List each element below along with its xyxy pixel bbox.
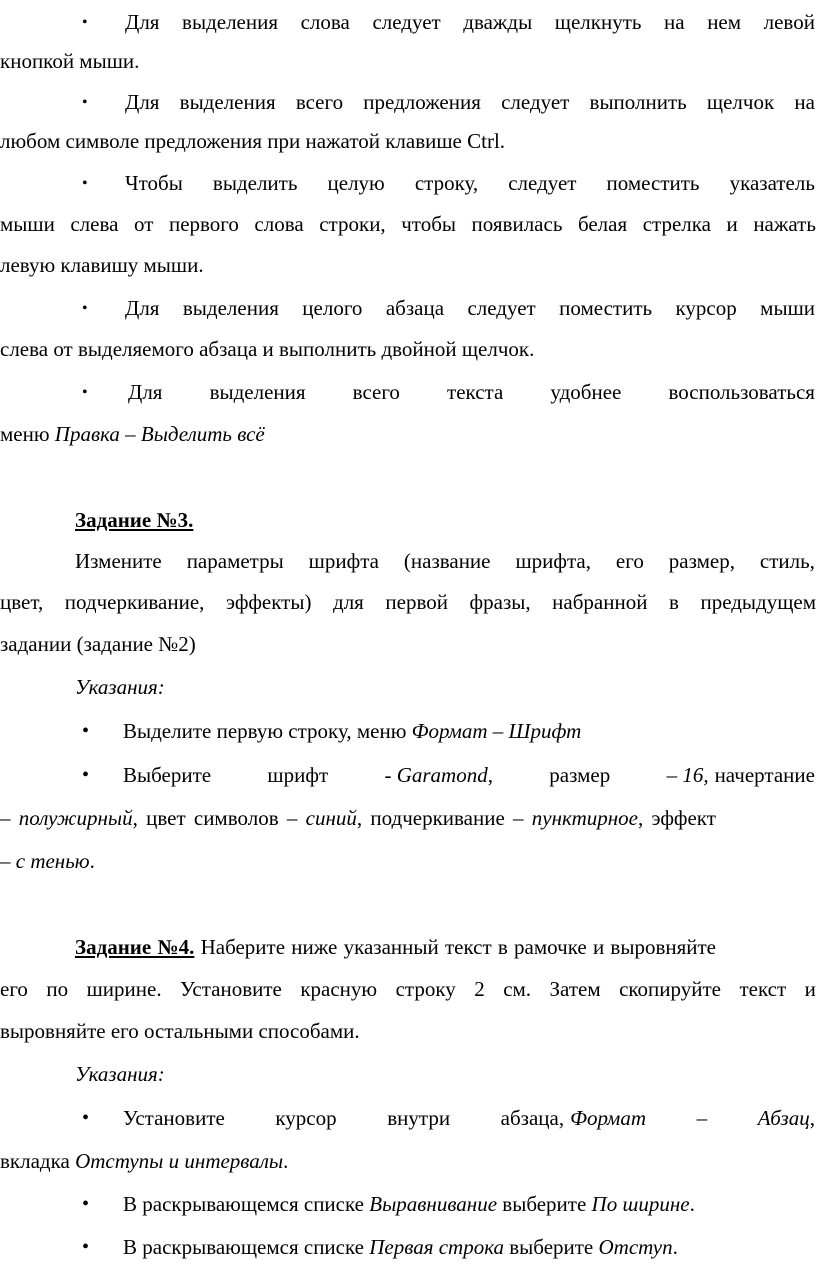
word: стрелка bbox=[642, 212, 711, 236]
paragraph-line: – полужирный, цвет символов – синий, подчеркивание – пунктирное, эффект bbox=[0, 806, 716, 830]
bullet-icon: • bbox=[82, 384, 88, 401]
word: на bbox=[794, 90, 815, 114]
word: его bbox=[0, 977, 28, 1001]
word: выделения bbox=[182, 10, 279, 34]
word: указатель bbox=[729, 171, 815, 195]
word: см. bbox=[503, 977, 532, 1001]
word: шрифта bbox=[308, 549, 379, 573]
word: Для bbox=[125, 90, 160, 114]
word: его bbox=[615, 549, 644, 573]
word: Для bbox=[128, 380, 163, 404]
paragraph-line bbox=[0, 422, 816, 448]
word: щелкнуть bbox=[554, 10, 642, 34]
word: мыши bbox=[760, 296, 815, 320]
word: строки, bbox=[319, 212, 386, 236]
word: Установите bbox=[180, 977, 282, 1001]
paragraph-line bbox=[75, 935, 815, 961]
word: (название bbox=[403, 549, 491, 573]
word: первого bbox=[168, 212, 239, 236]
word: мыши bbox=[0, 212, 55, 236]
task-3-heading: Задание №3. bbox=[75, 508, 194, 532]
word: целую bbox=[327, 171, 385, 195]
word: фразы, bbox=[469, 590, 531, 614]
word: для bbox=[333, 590, 364, 614]
word: ширине. bbox=[86, 977, 162, 1001]
paragraph-line bbox=[125, 10, 815, 36]
paragraph-line bbox=[125, 171, 815, 197]
paragraph-line bbox=[125, 90, 815, 116]
word: абзаца bbox=[385, 296, 445, 320]
paragraph-line bbox=[128, 380, 815, 406]
word: нажать bbox=[753, 212, 816, 236]
word: шрифта, bbox=[515, 549, 591, 573]
paragraph-line: В раскрывающемся списке Первая строка выберите Отступ. bbox=[123, 1235, 678, 1259]
word: чтобы bbox=[401, 212, 456, 236]
paragraph-line: выровняйте его остальными способами. bbox=[0, 1019, 360, 1043]
text-run: Выделите первую строку, меню bbox=[123, 719, 412, 743]
word: выделить bbox=[212, 171, 298, 195]
word: выполнить bbox=[589, 90, 687, 114]
word: левой bbox=[763, 10, 815, 34]
word: Для bbox=[125, 10, 160, 34]
word: поместить bbox=[606, 171, 700, 195]
bullet-icon: • bbox=[82, 1107, 90, 1129]
paragraph-line bbox=[0, 590, 816, 616]
word: строку bbox=[395, 977, 456, 1001]
menu-path-text: Правка – Выделить всё bbox=[54, 422, 265, 446]
word: Чтобы bbox=[125, 171, 183, 195]
paragraph-line: задании (задание №2) bbox=[0, 632, 196, 656]
word: Затем bbox=[549, 977, 601, 1001]
word: всего bbox=[352, 380, 400, 404]
word: нем bbox=[707, 10, 742, 34]
word: слева bbox=[70, 212, 119, 236]
paragraph-line bbox=[0, 212, 816, 238]
word: всего bbox=[295, 90, 344, 114]
bullet-icon: • bbox=[82, 300, 88, 317]
word: поместить bbox=[559, 296, 653, 320]
paragraph-line: любом символе предложения при нажатой клавише Ctrl. bbox=[0, 129, 506, 153]
text-run: Наберите ниже указанный текст в рамочке и выровняйте bbox=[194, 935, 717, 959]
word: подчеркивание, bbox=[64, 590, 205, 614]
word: слова bbox=[300, 10, 350, 34]
word: удобнее bbox=[550, 380, 622, 404]
hints-label: Указания: bbox=[75, 1062, 165, 1086]
bullet-icon: • bbox=[82, 14, 88, 31]
text-run: меню bbox=[0, 422, 55, 446]
word: целого bbox=[302, 296, 363, 320]
word: следует bbox=[372, 10, 441, 34]
paragraph-line bbox=[75, 549, 815, 575]
text-run: - Garamond, bbox=[384, 763, 493, 787]
word: выделения bbox=[182, 296, 279, 320]
word: 2 bbox=[474, 977, 485, 1001]
word: следует bbox=[508, 171, 577, 195]
word: текст bbox=[739, 977, 787, 1001]
text-run: – 16, начертание bbox=[666, 763, 815, 787]
word: предыдущем bbox=[700, 590, 816, 614]
word: по bbox=[46, 977, 69, 1001]
word: следует bbox=[501, 90, 570, 114]
text-run: шрифт bbox=[267, 763, 329, 787]
word: курсор bbox=[675, 296, 737, 320]
word: параметры bbox=[186, 549, 284, 573]
word: слова bbox=[254, 212, 304, 236]
word: от bbox=[134, 212, 154, 236]
paragraph-line: левую клавишу мыши. bbox=[0, 253, 204, 277]
word: строку, bbox=[414, 171, 479, 195]
paragraph-line bbox=[125, 296, 815, 322]
bullet-icon: • bbox=[82, 764, 90, 786]
paragraph-line bbox=[123, 763, 815, 789]
word: предложения bbox=[363, 90, 481, 114]
text-run: Выберите bbox=[123, 763, 212, 787]
word: воспользоваться bbox=[668, 380, 815, 404]
word: размер, bbox=[668, 549, 735, 573]
word: появилась bbox=[471, 212, 563, 236]
word: Для bbox=[125, 296, 160, 320]
word: набранной bbox=[552, 590, 648, 614]
word: Измените bbox=[75, 549, 162, 573]
word: и bbox=[726, 212, 738, 236]
hints-label: Указания: bbox=[75, 675, 165, 699]
paragraph-line: Установите курсор внутри абзаца, Формат – Абзац, bbox=[123, 1106, 815, 1130]
paragraph-line bbox=[0, 977, 816, 1003]
word: и bbox=[804, 977, 816, 1001]
word: красную bbox=[300, 977, 378, 1001]
word: эффекты) bbox=[225, 590, 312, 614]
text-run: размер bbox=[549, 763, 611, 787]
paragraph-line: – с тенью. bbox=[0, 849, 95, 873]
word: белая bbox=[577, 212, 628, 236]
word: щелчок bbox=[706, 90, 775, 114]
word: дважды bbox=[463, 10, 533, 34]
word: на bbox=[664, 10, 685, 34]
word: текста bbox=[447, 380, 504, 404]
bullet-icon: • bbox=[82, 720, 90, 742]
word: первой bbox=[385, 590, 448, 614]
menu-path-text: Формат – Шрифт bbox=[411, 719, 582, 743]
paragraph-line bbox=[123, 719, 581, 743]
paragraph-line: кнопкой мыши. bbox=[0, 49, 140, 73]
word: стиль, bbox=[759, 549, 815, 573]
bullet-icon: • bbox=[82, 1236, 90, 1258]
bullet-icon: • bbox=[82, 94, 88, 111]
word: скопируйте bbox=[619, 977, 721, 1001]
word: в bbox=[668, 590, 679, 614]
word: следует bbox=[467, 296, 536, 320]
word: цвет, bbox=[0, 590, 44, 614]
bullet-icon: • bbox=[82, 1193, 90, 1215]
paragraph-line: В раскрывающемся списке Выравнивание выберите По ширине. bbox=[123, 1192, 695, 1216]
bullet-icon: • bbox=[82, 175, 88, 192]
paragraph-line: вкладка Отступы и интервалы. bbox=[0, 1149, 289, 1173]
paragraph-line: слева от выделяемого абзаца и выполнить двойной щелчок. bbox=[0, 337, 535, 361]
word: выделения bbox=[209, 380, 306, 404]
task-4-heading: Задание №4. bbox=[75, 935, 195, 959]
word: выделения bbox=[179, 90, 276, 114]
